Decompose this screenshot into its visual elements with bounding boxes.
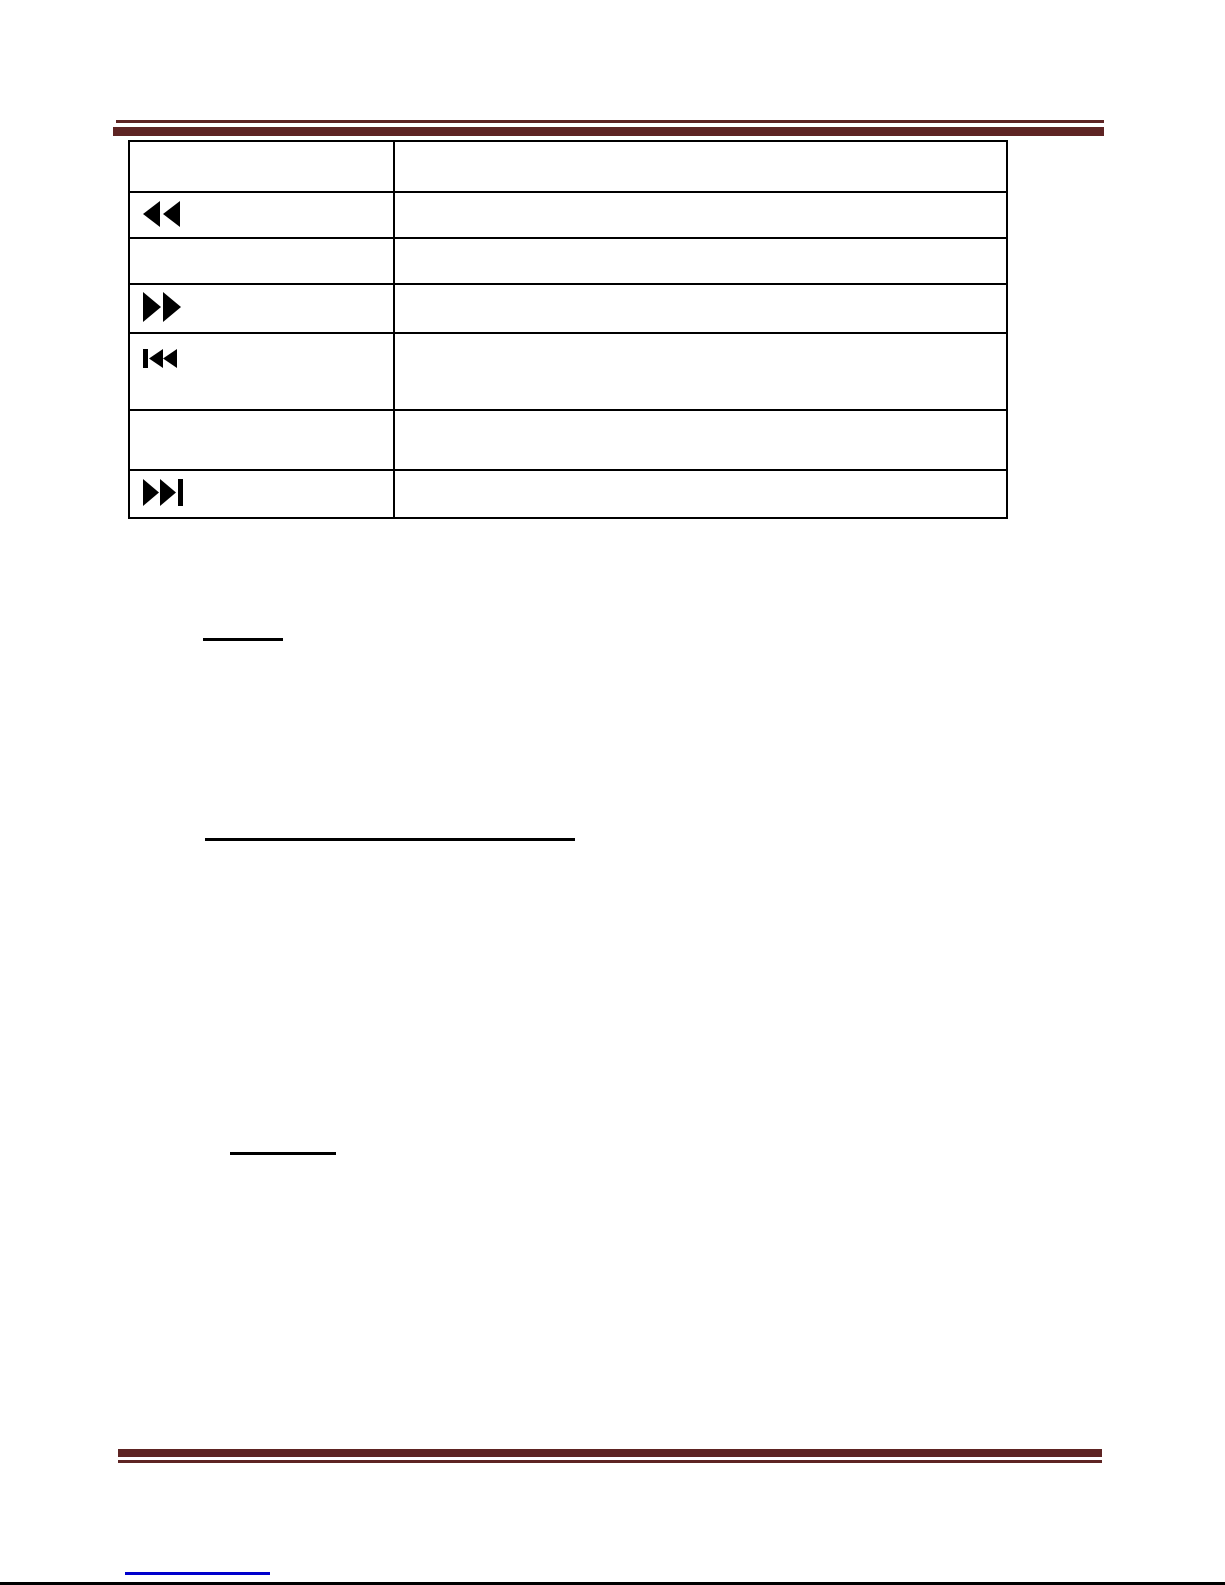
blank-underline [230,1152,336,1155]
description-cell [394,141,1007,192]
blank-underline [203,638,283,641]
table-row [129,192,1007,238]
footer-hyperlink[interactable] [125,1572,270,1575]
media-buttons-table [128,140,1008,519]
button-cell [129,410,394,470]
footer-rule-thick [118,1449,1102,1457]
footer-rule-thin [118,1460,1102,1463]
header-rule-thick [113,127,1104,136]
header-rule-thin [116,120,1104,123]
fast-forward-icon [143,292,183,322]
button-cell [129,284,394,333]
button-cell [129,141,394,192]
description-cell [394,284,1007,333]
description-cell [394,470,1007,518]
button-cell [129,333,394,410]
table-row [129,238,1007,284]
button-cell [129,192,394,238]
description-cell [394,238,1007,284]
skip-to-start-icon [143,349,177,368]
button-cell [129,470,394,518]
table-row [129,470,1007,518]
button-cell [129,238,394,284]
description-cell [394,192,1007,238]
table-row [129,333,1007,410]
table-row [129,141,1007,192]
skip-to-end-icon [143,479,185,506]
rewind-icon [143,201,181,227]
description-cell [394,410,1007,470]
table-row [129,284,1007,333]
blank-underline [205,838,575,841]
description-cell [394,333,1007,410]
table-row [129,410,1007,470]
